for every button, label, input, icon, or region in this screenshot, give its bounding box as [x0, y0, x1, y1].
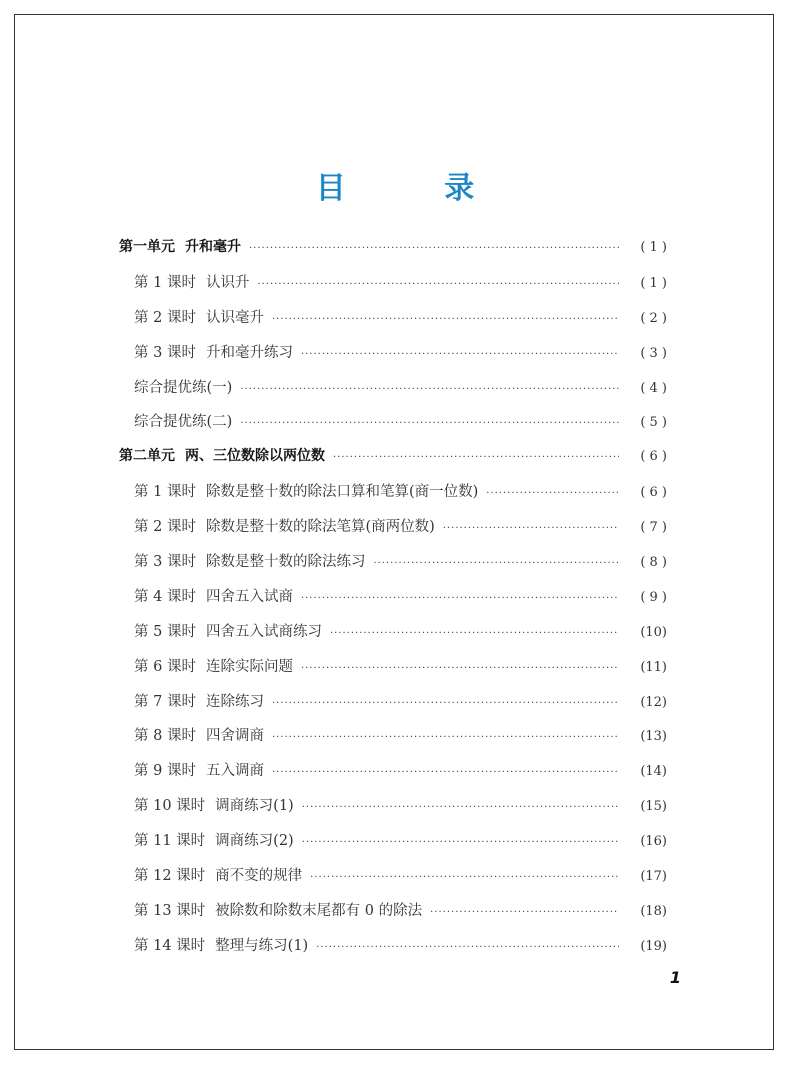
entry-title: 调商练习(1) — [215, 798, 294, 815]
entry-title: 四舍调商 — [205, 728, 264, 745]
entry-page-number: ( 1 ) — [640, 240, 667, 255]
lesson-number: 第 3 课时 — [134, 344, 196, 361]
dot-leader — [333, 452, 619, 463]
toc-lesson-entry — [119, 794, 667, 829]
entry-heading — [134, 829, 294, 850]
entry-heading — [134, 794, 294, 815]
entry-title: 商不变的规律 — [215, 868, 303, 885]
entry-page-number: ( 7 ) — [640, 520, 667, 536]
entry-title: 调商练习(2) — [215, 833, 294, 850]
entry-page-number: ( 4 ) — [640, 380, 667, 396]
entry-heading — [134, 899, 422, 920]
dot-leader — [373, 558, 619, 569]
entry-page-number: ( 1 ) — [640, 275, 667, 291]
dot-leader — [301, 663, 619, 674]
entry-page-number: (14) — [640, 764, 667, 780]
entry-page-number: (19) — [640, 938, 667, 954]
entry-title: 认识升 — [205, 274, 250, 291]
toc-lesson-entry — [119, 585, 667, 620]
dot-leader — [240, 384, 619, 395]
entry-title: 连除练习 — [205, 693, 264, 710]
lesson-number: 第 8 课时 — [134, 728, 196, 745]
entry-page-number: ( 8 ) — [640, 555, 667, 571]
dot-leader — [272, 767, 619, 778]
toc-lesson-entry — [119, 515, 667, 550]
entry-title: 两、三位数除以两位数 — [185, 448, 325, 465]
toc-unit-entry — [119, 236, 667, 271]
lesson-number: 第 6 课时 — [134, 658, 196, 675]
unit-number: 第一单元 — [119, 239, 175, 255]
dot-leader — [430, 907, 619, 918]
entry-title: 四舍五入试商练习 — [205, 623, 322, 640]
entry-page-number: (13) — [640, 729, 667, 745]
entry-title: 综合提优练(一) — [134, 379, 233, 396]
entry-page-number: (10) — [640, 624, 667, 640]
toc-lesson-entry — [119, 655, 667, 690]
dot-leader — [301, 349, 619, 360]
table-of-contents — [119, 236, 667, 969]
toc-lesson-entry — [119, 864, 667, 899]
entry-heading — [134, 724, 264, 745]
page-number: 1 — [669, 968, 681, 987]
entry-title: 除数是整十数的除法练习 — [205, 554, 366, 571]
dot-leader — [249, 243, 619, 254]
lesson-number: 第 13 课时 — [134, 902, 206, 919]
toc-lesson-entry — [119, 690, 667, 725]
entry-heading — [134, 585, 293, 606]
entry-title: 除数是整十数的除法口算和笔算(商一位数) — [205, 484, 479, 501]
entry-title: 被除数和除数末尾都有 0 的除法 — [215, 902, 423, 919]
entry-heading — [134, 620, 322, 641]
lesson-number: 第 14 课时 — [134, 937, 206, 954]
toc-lesson-entry — [119, 480, 667, 515]
dot-leader — [316, 942, 619, 953]
dot-leader — [302, 802, 619, 813]
entry-heading — [134, 376, 232, 397]
entry-heading — [134, 341, 293, 362]
lesson-number: 第 10 课时 — [134, 798, 206, 815]
entry-title: 除数是整十数的除法笔算(商两位数) — [205, 519, 435, 536]
entry-heading — [134, 515, 435, 536]
dot-leader — [272, 314, 619, 325]
entry-title: 四舍五入试商 — [205, 588, 293, 605]
entry-heading — [134, 690, 264, 711]
entry-heading — [134, 550, 365, 571]
lesson-number: 第 5 课时 — [134, 623, 196, 640]
toc-lesson-entry — [119, 724, 667, 759]
entry-page-number: (12) — [640, 694, 667, 710]
dot-leader — [302, 837, 619, 848]
dot-leader — [486, 488, 619, 499]
entry-title: 五入调商 — [205, 763, 264, 780]
lesson-number: 第 12 课时 — [134, 868, 206, 885]
entry-title: 连除实际问题 — [205, 658, 293, 675]
entry-heading — [134, 864, 302, 885]
dot-leader — [257, 279, 619, 290]
dot-leader — [272, 732, 619, 743]
lesson-number: 第 4 课时 — [134, 588, 196, 605]
toc-lesson-entry — [119, 376, 667, 411]
lesson-number: 第 9 课时 — [134, 763, 196, 780]
entry-page-number: (11) — [640, 659, 667, 675]
toc-lesson-entry — [119, 341, 667, 376]
toc-lesson-entry — [119, 759, 667, 794]
entry-title: 升和毫升练习 — [205, 344, 293, 361]
entry-page-number: ( 2 ) — [640, 310, 667, 326]
toc-lesson-entry — [119, 829, 667, 864]
entry-page-number: (18) — [640, 903, 667, 919]
entry-heading — [134, 480, 478, 501]
entry-page-number: ( 3 ) — [640, 345, 667, 361]
dot-leader — [272, 698, 619, 709]
entry-title: 认识毫升 — [205, 309, 264, 326]
dot-leader — [301, 593, 619, 604]
unit-number: 第二单元 — [119, 448, 175, 465]
entry-page-number: ( 5 ) — [640, 415, 667, 431]
lesson-number: 第 2 课时 — [134, 519, 196, 536]
toc-lesson-entry — [119, 934, 667, 969]
dot-leader — [310, 872, 619, 883]
entry-page-number: (15) — [640, 799, 667, 815]
toc-lesson-entry — [119, 899, 667, 934]
entry-page-number: (17) — [640, 869, 667, 885]
toc-title: 目 录 — [315, 171, 519, 206]
toc-lesson-entry — [119, 620, 667, 655]
lesson-number: 第 1 课时 — [134, 484, 196, 501]
dot-leader — [330, 628, 619, 639]
entry-heading — [134, 759, 264, 780]
toc-lesson-entry — [119, 306, 667, 341]
entry-title: 整理与练习(1) — [215, 937, 309, 954]
document-page — [14, 14, 774, 1050]
entry-heading — [134, 410, 232, 431]
lesson-number: 第 2 课时 — [134, 309, 196, 326]
entry-page-number: ( 6 ) — [640, 449, 667, 465]
entry-page-number: (16) — [640, 834, 667, 850]
lesson-number: 第 1 课时 — [134, 274, 196, 291]
toc-unit-entry — [119, 445, 667, 480]
entry-heading — [134, 934, 308, 955]
toc-lesson-entry — [119, 550, 667, 585]
entry-title: 升和毫升 — [185, 239, 241, 255]
lesson-number: 第 7 课时 — [134, 693, 196, 710]
entry-heading — [134, 655, 293, 676]
lesson-number: 第 3 课时 — [134, 554, 196, 571]
entry-title: 综合提优练(二) — [134, 414, 233, 431]
entry-heading — [119, 236, 241, 256]
entry-page-number: ( 6 ) — [640, 485, 667, 501]
dot-leader — [240, 418, 619, 429]
toc-lesson-entry — [119, 410, 667, 445]
entry-heading — [134, 306, 264, 327]
entry-heading — [134, 271, 249, 292]
lesson-number: 第 11 课时 — [134, 833, 206, 850]
dot-leader — [443, 523, 619, 534]
entry-page-number: ( 9 ) — [640, 589, 667, 605]
toc-lesson-entry — [119, 271, 667, 306]
entry-heading — [119, 445, 325, 465]
